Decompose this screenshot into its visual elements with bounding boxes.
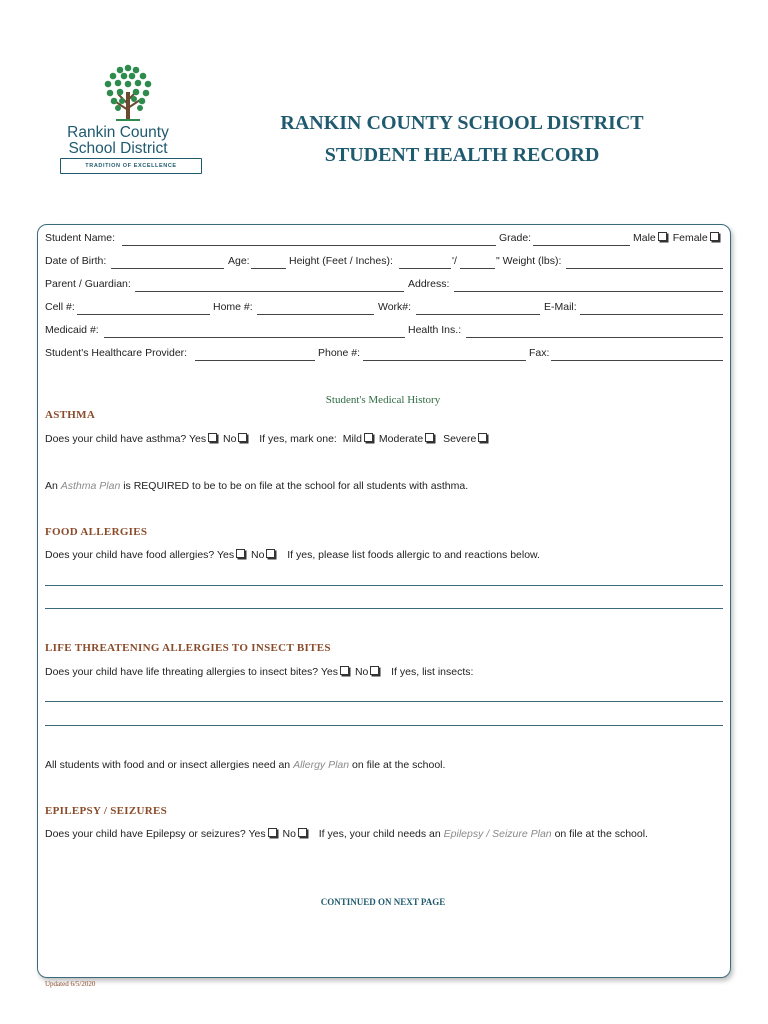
insect-no-checkbox[interactable] <box>370 666 379 675</box>
epilepsy-heading: EPILEPSY / SEIZURES <box>45 805 168 817</box>
fax-label: Fax: <box>529 347 550 359</box>
logo-line-2: School District <box>68 140 168 157</box>
row-dob <box>45 255 723 271</box>
provider-label: Student's Healthcare Provider: <box>45 347 188 359</box>
epilepsy-yes-checkbox[interactable] <box>268 828 277 837</box>
email-label: E-Mail: <box>544 301 577 313</box>
food-allergies-heading: FOOD ALLERGIES <box>45 526 148 538</box>
allergy-plan-note: All students with food and or insect allergies need an Allergy Plan on file at the school. <box>45 759 446 771</box>
epilepsy-question: Does your child have Epilepsy or seizures? Yes No If yes, your child needs an Epilepsy / Seizure Plan on file at the school. <box>45 828 648 840</box>
provider-input[interactable] <box>195 360 315 361</box>
age-input[interactable] <box>251 268 286 269</box>
food-allergies-line-1[interactable] <box>45 585 723 586</box>
home-label: Home #: <box>213 301 253 313</box>
dob-label: Date of Birth: <box>45 255 107 267</box>
insect-allergies-heading: LIFE THREATENING ALLERGIES TO INSECT BITES <box>45 642 331 654</box>
cell-input[interactable] <box>77 314 210 315</box>
height-inches-input[interactable] <box>460 268 495 269</box>
food-no-checkbox[interactable] <box>266 549 275 558</box>
insect-allergies-question: Does your child have life threating allergies to insect bites? Yes No If yes, list insects: <box>45 666 474 678</box>
weight-input[interactable] <box>566 268 723 269</box>
grade-label: Grade: <box>499 232 532 244</box>
student-name-input[interactable] <box>122 245 496 246</box>
feet-mark: '/ <box>452 255 457 267</box>
district-logo <box>54 62 206 182</box>
asthma-moderate-checkbox[interactable] <box>425 433 434 442</box>
email-input[interactable] <box>580 314 723 315</box>
home-input[interactable] <box>257 314 374 315</box>
tree-icon <box>98 62 158 124</box>
parent-label: Parent / Guardian: <box>45 278 131 290</box>
continued-note: CONTINUED ON NEXT PAGE <box>320 897 446 907</box>
work-input[interactable] <box>416 314 540 315</box>
health-ins-label: Health Ins.: <box>408 324 462 336</box>
address-input[interactable] <box>454 291 723 292</box>
weight-label: " Weight (lbs): <box>496 255 562 267</box>
page-subtitle: STUDENT HEALTH RECORD <box>324 144 600 166</box>
food-yes-checkbox[interactable] <box>236 549 245 558</box>
medicaid-input[interactable] <box>104 337 405 338</box>
food-allergies-line-2[interactable] <box>45 608 723 609</box>
student-name-label: Student Name: <box>45 232 116 244</box>
phone-label: Phone #: <box>318 347 361 359</box>
logo-tagline: TRADITION OF EXCELLENCE <box>60 158 202 174</box>
asthma-yes-checkbox[interactable] <box>208 433 217 442</box>
cell-label: Cell #: <box>45 301 75 313</box>
health-ins-input[interactable] <box>466 337 723 338</box>
row-phones <box>45 301 723 317</box>
row-provider <box>45 347 723 363</box>
male-checkbox[interactable] <box>658 232 667 241</box>
height-feet-input[interactable] <box>399 268 451 269</box>
insect-yes-checkbox[interactable] <box>340 666 349 675</box>
asthma-severe-checkbox[interactable] <box>478 433 487 442</box>
phone-input[interactable] <box>363 360 526 361</box>
page-title: RANKIN COUNTY SCHOOL DISTRICT <box>280 112 644 134</box>
insect-line-1[interactable] <box>45 701 723 702</box>
medical-history-title: Student's Medical History <box>325 394 441 406</box>
epilepsy-no-checkbox[interactable] <box>298 828 307 837</box>
asthma-question: Does your child have asthma? Yes No If yes, mark one: Mild Moderate Severe <box>45 433 490 445</box>
female-checkbox[interactable] <box>710 232 719 241</box>
row-parent <box>45 278 723 294</box>
age-label: Age: <box>228 255 250 267</box>
parent-input[interactable] <box>135 291 404 292</box>
asthma-mild-checkbox[interactable] <box>364 433 373 442</box>
asthma-heading: ASTHMA <box>45 409 96 421</box>
logo-line-1: Rankin County <box>67 124 169 141</box>
medicaid-label: Medicaid #: <box>45 324 99 336</box>
updated-date: Updated 6/5/2020 <box>45 980 96 988</box>
work-label: Work#: <box>378 301 412 313</box>
height-label: Height (Feet / Inches): <box>289 255 393 267</box>
row-student-name <box>45 232 723 248</box>
dob-input[interactable] <box>111 268 224 269</box>
grade-input[interactable] <box>533 245 630 246</box>
insect-line-2[interactable] <box>45 725 723 726</box>
food-allergies-question: Does your child have food allergies? Yes No If yes, please list foods allergic to and reactions below. <box>45 549 540 561</box>
row-medicaid <box>45 324 723 340</box>
female-label: Female <box>672 232 708 244</box>
asthma-no-checkbox[interactable] <box>238 433 247 442</box>
fax-input[interactable] <box>551 360 723 361</box>
male-label: Male <box>633 232 656 244</box>
address-label: Address: <box>408 278 450 290</box>
asthma-note: An Asthma Plan is REQUIRED to be to be on file at the school for all students with asthma. <box>45 480 469 492</box>
